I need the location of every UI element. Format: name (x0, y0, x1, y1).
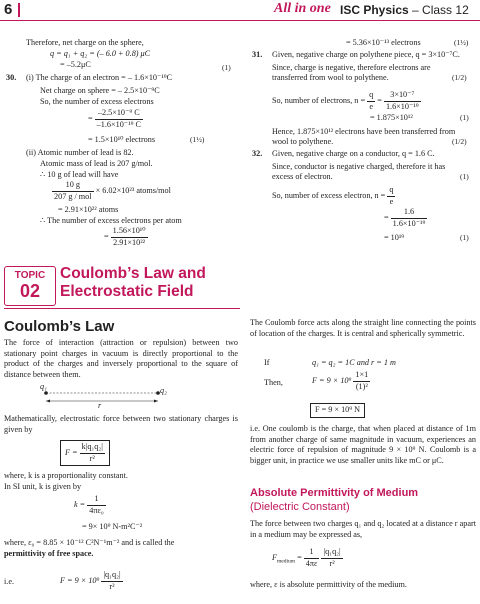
subsection-subheading: (Dielectric Constant) (250, 501, 350, 513)
text-line: where, ε₀ = 8.85 × 10⁻¹² C²N⁻¹m⁻² and is called the (4, 538, 175, 547)
fraction: = $\frac{1.6}{\text{1.6×10⁻¹⁹}}$ (384, 207, 426, 228)
paragraph: The Coulomb force acts along the straight line connecting the points of location of the charges. It is central and spherically symmetric. (250, 318, 476, 338)
text-line: ∴ The number of excess electrons per atom (40, 216, 182, 225)
marks: (1/2) (452, 137, 467, 146)
text-line: (i) The charge of an electron = – 1.6×10⁻¹⁹C (26, 73, 173, 82)
class-label: – Class 12 (412, 3, 469, 17)
text-line: Given, negative charge on a conductor, q = 1.6 C. (272, 149, 435, 158)
page-number: 6 (4, 1, 13, 18)
text-line: where, ε is absolute permittivity of the medium. (250, 580, 407, 589)
text-line: Given, negative charge on polythene piece, q = 3×10⁻⁷C. (272, 50, 460, 59)
coulomb-equation-2: F = 9 × 10⁹ $\frac{\text{|q₁q₂|}}{\text{r²}}$ (60, 570, 121, 591)
fraction: = $\frac{\text{1.56×10¹⁰}}{\text{2.91×10²²}}$ (104, 226, 146, 247)
equation: = –5.2μC (60, 60, 91, 69)
text-line: In SI unit, k is given by (4, 482, 82, 491)
equation: = 1.5×10¹⁰ electrons (88, 135, 156, 144)
text-line: ∴ 10 g of lead will have (40, 170, 119, 179)
text-line: Then, (264, 378, 283, 387)
section-heading: Coulomb’s Law (4, 318, 115, 335)
text-line: i.e. (4, 577, 15, 586)
text-line: transferred from wool to polythene. (272, 73, 389, 82)
text-line: Atomic mass of lead is 207 g/mol. (40, 159, 153, 168)
marks: (1) (460, 172, 469, 181)
text-line: Since, charge is negative, therefore electrons are (272, 63, 431, 72)
equation: = 5.36×10⁻¹³ electrons (346, 38, 421, 47)
marks: (1) (222, 63, 231, 72)
boxed-result: F = 9 × 10⁹ N (310, 403, 365, 418)
brand-logo: All in one (274, 1, 331, 16)
marks: (1) (460, 233, 469, 242)
question-number: 30. (6, 73, 17, 82)
topic-rule (4, 308, 240, 309)
fraction-line: So, number of electrons, n = $\frac{q}{e}$ = $\frac{\text{3×10⁻⁷}}{\text{1.6×10⁻¹⁹}}$ (272, 90, 419, 111)
text-line: permittivity of free space. (4, 549, 94, 558)
text-line: Therefore, net charge on the sphere, (26, 38, 144, 47)
header-rule (0, 20, 480, 21)
subsection-heading: Absolute Permittivity of Medium (250, 487, 419, 499)
equation: = 9× 10⁹ N-m²C⁻² (82, 522, 143, 531)
fraction-line: So, number of excess electron, n = $\frac{q}{e}$ (272, 185, 394, 206)
equation: = 1.875×10¹² (370, 113, 413, 122)
text-line: If (264, 358, 270, 367)
text-line: excess of electron. (272, 172, 333, 181)
charge-diagram (36, 382, 167, 411)
charge-label-q2: q₂ (160, 386, 167, 395)
topic-badge: TOPIC 02 (4, 266, 56, 306)
text-line: where, k is a proportionality constant. (4, 471, 128, 480)
header-divider (18, 3, 20, 17)
fraction: = $\frac{\text{–2.5×10⁻⁹ C}}{\text{–1.6×10⁻¹⁹ C}}$ (88, 108, 141, 129)
k-equation: k = $\frac{1}{\text{4πε₀}}$ (74, 494, 104, 515)
text-line: Net charge on sphere = – 2.5×10⁻⁹C (40, 86, 160, 95)
marks: (1½) (190, 135, 205, 144)
medium-equation: $F_{medium}$ = $\frac{1}{4\pi\varepsilon}$ $\frac{\text{|q₁q₂|}}{\text{r²}}$ (272, 547, 341, 568)
subject-title (340, 3, 469, 17)
paragraph: The force of interaction (attraction or repulsion) between two stationary point charges in vacuum is directly proportional to the product of the charges and inversely proportional to the square of distance between them. (4, 338, 238, 379)
then-equation: F = 9 × 10⁹ $\frac{1\times 1}{\text{(1)²}}$ (312, 370, 369, 391)
distance-label: r (98, 401, 102, 410)
text-line: wool to polythene. (272, 137, 334, 146)
paragraph: Mathematically, electrostatic force between two stationary charges is given by (4, 414, 238, 434)
page-header (0, 0, 480, 22)
question-number: 32. (252, 149, 263, 158)
marks: (1/2) (452, 73, 467, 82)
paragraph: The force between two charges q₁ and q₂ located at a distance r apart in a medium may be expressed as, (250, 519, 476, 539)
coulomb-equation: F = $\frac{\text{k|q₁q₂|}}{\text{r²}}$ (60, 440, 110, 466)
marks: (1½) (454, 38, 469, 47)
equation: = 2.91×10²² atoms (58, 205, 119, 214)
equation: q = q₁ + q₂ = (– 6.0 + 0.8) μC (50, 49, 151, 58)
text-line: (ii) Atomic number of lead is 82. (26, 148, 134, 157)
marks: (1) (460, 113, 469, 122)
fraction: $\frac{10 g}{\text{207 g / mol}}$ × 6.02×10²³ atoms/mol (54, 180, 171, 201)
topic-title: Coulomb’s Law and Electrostatic Field (60, 265, 206, 300)
paragraph: i.e. One coulomb is the charge, that when placed at distance of 1m from another charge of same magnitude in vacuum, experiences an electric force of repulsion of magnitude 9 × 10⁹ N. Coulomb is a bigger unit, in practice we use smaller units like mC or μC. (250, 424, 476, 465)
question-number: 31. (252, 50, 263, 59)
subject-name: ISC Physics (340, 3, 409, 17)
equation: = 10¹⁹ (384, 233, 405, 242)
equation: q₁ = q₂ = 1C and r = 1 m (312, 358, 396, 367)
text-line: So, the number of excess electrons (40, 97, 154, 106)
text-line: Hence, 1.875×10¹² electrons have been transferred from (272, 127, 456, 136)
charge-label-q1: q₁ (40, 382, 47, 391)
text-line: Since, conductor is negative charged, therefore it has (272, 162, 446, 171)
